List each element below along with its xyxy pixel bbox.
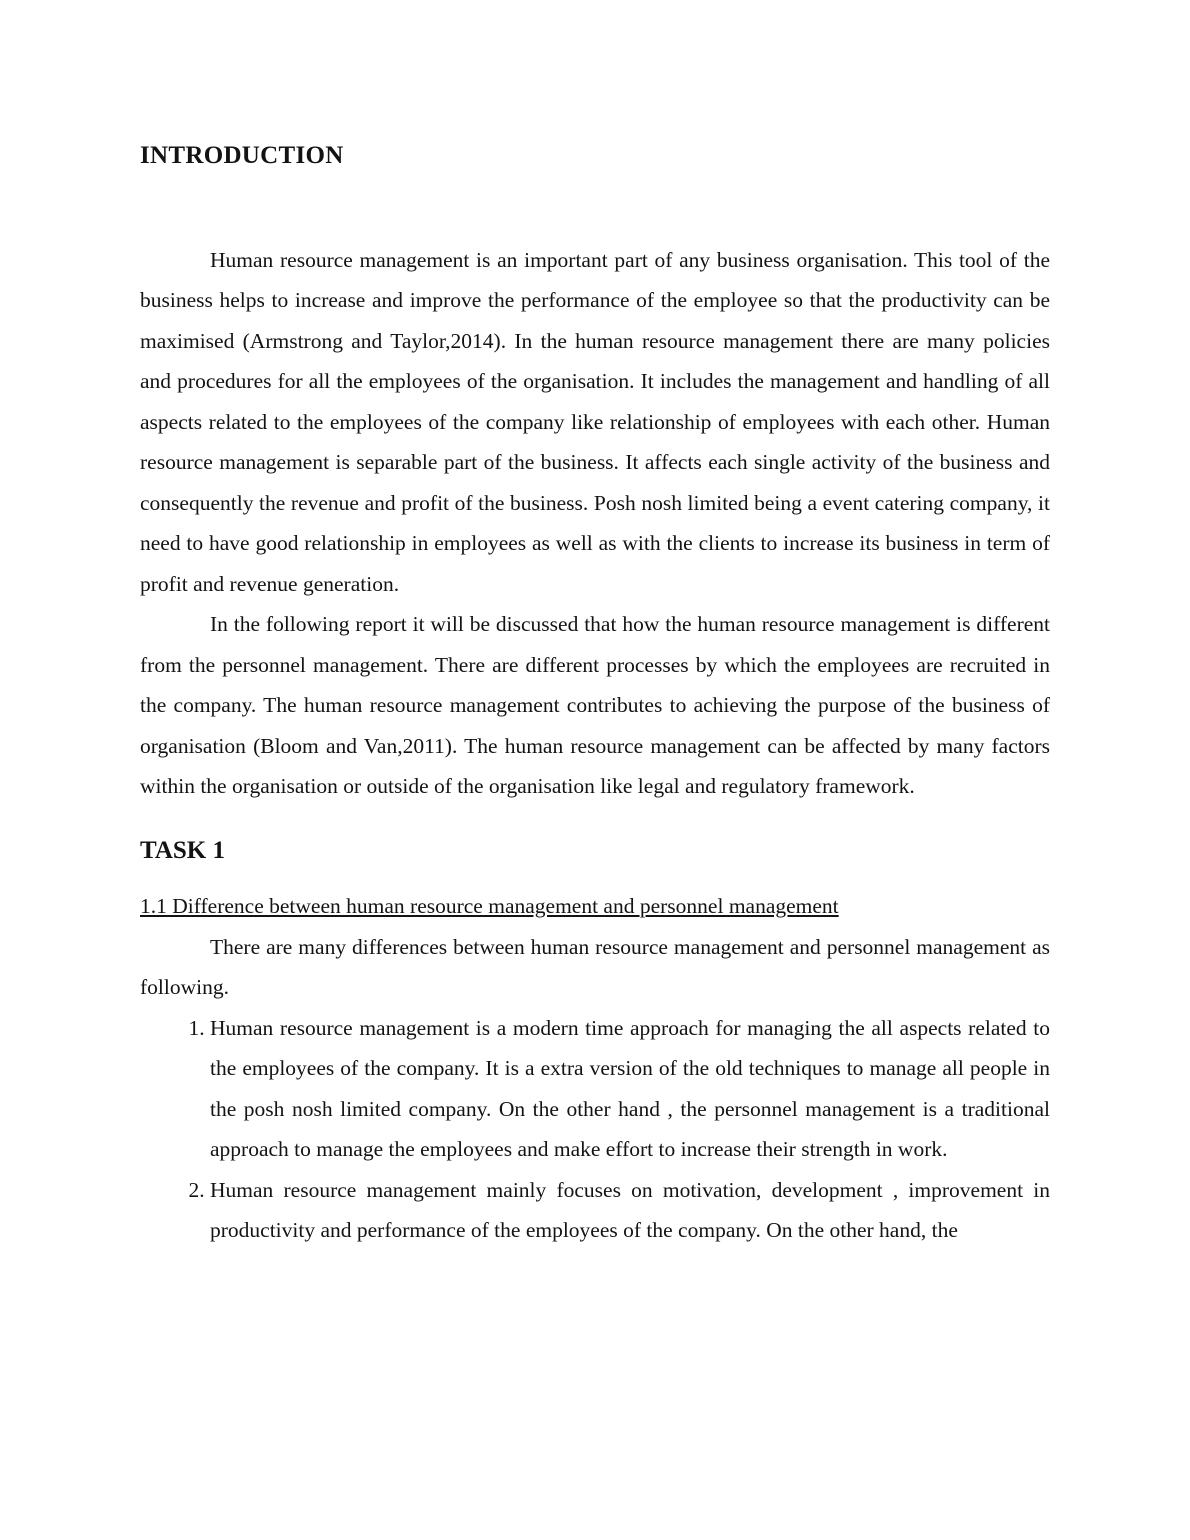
intro-paragraph-1: Human resource management is an important part of any business organisation. This tool of the business helps to increase and improve the performance of the employee so that the productivity can be maximised (Armstrong and Taylor,2014). In the human resource management there are many policies and procedures for all the employees of the organisation. It includes the management and handling of all aspects related to the employees of the company like relationship of employees with each other. Human resource management is separable part of the business. It affects each single activity of the business and consequently the revenue and profit of the business. Posh nosh limited being a event catering company, it need to have good relationship in employees as well as with the clients to increase its business in term of profit and revenue generation. xyxy=(140,247,1050,596)
task1-intro-paragraph: There are many differences between human resource management and personnel management as following. xyxy=(140,934,1050,999)
difference-list xyxy=(140,1008,1050,1251)
section-heading-task1: TASK 1 xyxy=(140,836,225,864)
section-heading-introduction: INTRODUCTION xyxy=(140,142,344,169)
subheading-difference-hrm-pm: 1.1 Difference between human resource management and personnel management xyxy=(140,894,839,918)
list-item: 1. Human resource management is a modern time approach for managing the all aspects related to the employees of the company. It is a extra version of the old techniques to manage all people in the posh nosh limited company. On the other hand , the personnel management is a traditional approach to manage the employees and make effort to increase their strength in work. xyxy=(210,1008,1050,1170)
list-item: 2. Human resource management mainly focuses on motivation, development , improvement in productivity and performance of the employees of the company. On the other hand, the xyxy=(210,1170,1050,1251)
intro-paragraph-2: In the following report it will be discussed that how the human resource management is different from the personnel management. There are different processes by which the employees are recruited in the company. The human resource management contributes to achieving the purpose of the business of organisation (Bloom and Van,2011). The human resource management can be affected by many factors within the organisation or outside of the organisation like legal and regulatory framework. xyxy=(140,612,1050,798)
